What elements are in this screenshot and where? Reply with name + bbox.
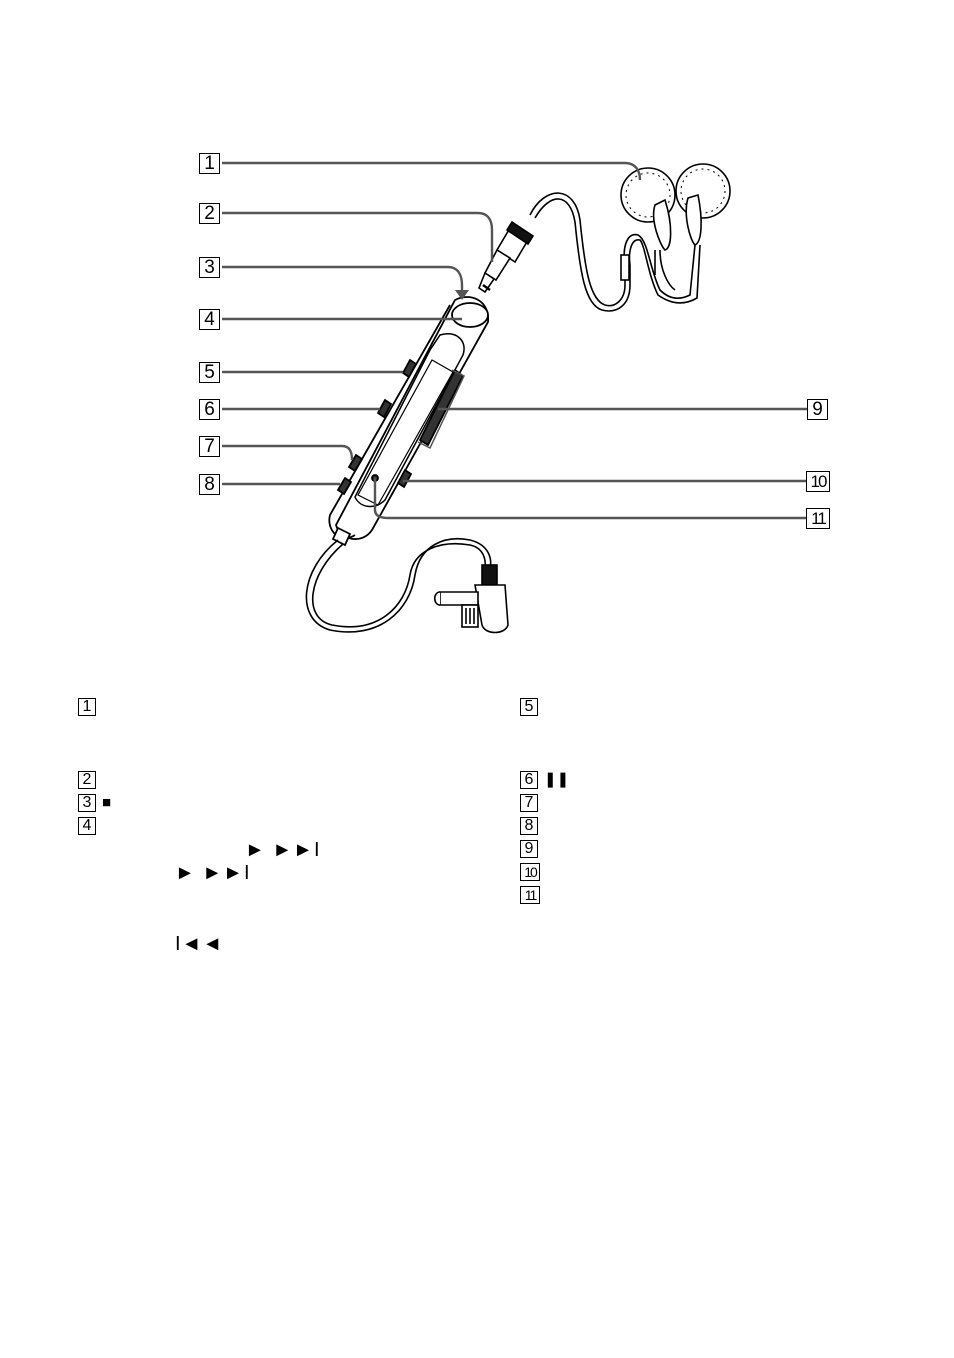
leader-lines — [222, 163, 808, 518]
legend-item-1 — [78, 697, 102, 717]
legend-num: 4 — [78, 817, 96, 835]
callout-10: 10 — [806, 471, 830, 492]
legend-num: 8 — [520, 817, 538, 835]
remote-body — [329, 297, 488, 545]
callout-1: 1 — [199, 153, 220, 174]
legend-num: 2 — [78, 771, 96, 789]
previous-icon: I◄◄ — [175, 933, 224, 955]
legend-item-10 — [520, 862, 546, 882]
legend-item-7 — [520, 793, 544, 813]
callout-11: 11 — [806, 508, 830, 529]
callout-3: 3 — [199, 257, 220, 278]
callout-7: 7 — [199, 436, 220, 457]
callout-6: 6 — [199, 399, 220, 420]
earphone-plug — [479, 222, 533, 292]
callout-4: 4 — [199, 309, 220, 330]
remote-connector — [435, 565, 508, 633]
legend-item-6 — [520, 770, 569, 790]
play-next-icon: ► ►►I — [245, 839, 321, 861]
legend-num: 11 — [520, 886, 540, 904]
remote-control-diagram — [0, 0, 954, 660]
legend-item-4 — [78, 816, 102, 836]
legend-num: 10 — [520, 863, 540, 881]
callout-5: 5 — [199, 362, 220, 383]
legend-item-3 — [78, 793, 111, 813]
legend-item-8 — [520, 816, 544, 836]
legend-num: 1 — [78, 698, 96, 716]
legend-num: 3 — [78, 794, 96, 812]
pause-icon: ❚❚ — [544, 771, 570, 788]
legend-item-2 — [78, 770, 102, 790]
earphones — [621, 164, 730, 250]
legend-item-5 — [520, 697, 544, 717]
play-next-icon: ► ►►I — [175, 862, 251, 884]
earphone-cord — [530, 193, 700, 311]
legend-num: 9 — [520, 840, 538, 858]
legend-num: 7 — [520, 794, 538, 812]
callout-8: 8 — [199, 474, 220, 495]
callout-2: 2 — [199, 203, 220, 224]
stop-icon: ■ — [102, 794, 112, 811]
callout-9: 9 — [807, 399, 828, 420]
legend-item-11 — [520, 885, 546, 905]
legend-num: 6 — [520, 771, 538, 789]
legend-num: 5 — [520, 698, 538, 716]
legend-item-9 — [520, 839, 544, 859]
